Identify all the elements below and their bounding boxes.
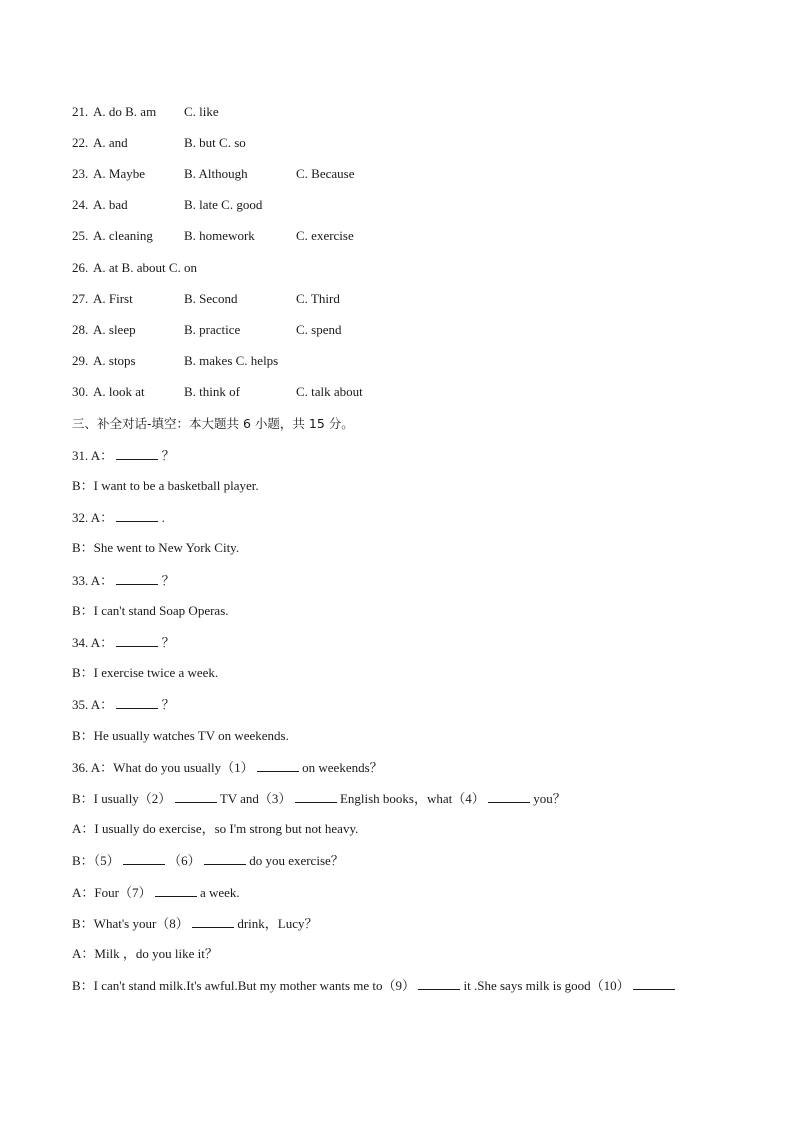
- mc-option-b: B. homework: [184, 228, 255, 243]
- question-36-line-7: A：Milk ，do you like it？: [72, 946, 218, 961]
- mc-option-b: B. makes C. helps: [184, 353, 279, 368]
- dialog-text: do you exercise？: [249, 853, 344, 868]
- question-36-line-4: [72, 852, 344, 868]
- mc-option-b: B. late C. good: [184, 197, 263, 212]
- mc-option-a: 29.: [72, 353, 89, 368]
- question-35-b: B：He usually watches TV on weekends.: [72, 728, 289, 743]
- mc-question-row: [72, 228, 672, 244]
- answer-blank-5[interactable]: [123, 852, 165, 865]
- question-33-a: [72, 572, 175, 588]
- mc-option-a: 27.: [72, 291, 89, 306]
- mc-option-a: 26.: [72, 260, 89, 275]
- question-34-prompt: 34. A：: [72, 635, 114, 650]
- mc-option-a: 30.: [72, 384, 89, 399]
- mc-question-row: [72, 166, 672, 182]
- question-34-a: [72, 634, 175, 650]
- mc-question-row: [72, 384, 672, 400]
- answer-blank-2[interactable]: [175, 790, 217, 803]
- answer-blank-4[interactable]: [488, 790, 530, 803]
- question-32-prompt: 32. A：: [72, 510, 114, 525]
- question-31-a: [72, 447, 175, 463]
- mc-option-a-text: A. bad: [93, 197, 128, 212]
- question-36-line-2: [72, 790, 566, 806]
- dialog-text: English books，what（4）: [339, 791, 485, 806]
- answer-blank-1[interactable]: [257, 759, 299, 772]
- question-32-punct: .: [161, 510, 165, 525]
- answer-blank-9[interactable]: [418, 977, 460, 990]
- mc-option-a-text: A. look at: [93, 384, 145, 399]
- question-36-line-5: [72, 884, 240, 900]
- mc-option-c: C. talk about: [296, 384, 363, 399]
- answer-blank-6[interactable]: [204, 852, 246, 865]
- answer-blank-10[interactable]: [633, 977, 675, 990]
- mc-option-a-text: A. stops: [93, 353, 136, 368]
- question-35-prompt: 35. A：: [72, 697, 114, 712]
- question-33-prompt: 33. A：: [72, 573, 114, 588]
- mc-option-a-text: A. at B. about C. on: [93, 260, 197, 275]
- section-heading: 三、补全对话-填空：本大题共 6 小题，共 15 分。: [72, 416, 354, 431]
- mc-option-b: B. practice: [184, 322, 241, 337]
- mc-question-row: [72, 260, 672, 276]
- answer-blank[interactable]: [116, 447, 158, 460]
- question-32-b: B：She went to New York City.: [72, 540, 240, 555]
- answer-blank[interactable]: [116, 634, 158, 647]
- mc-option-c: C. Third: [296, 291, 340, 306]
- question-35-punct: ？: [161, 697, 175, 712]
- question-34-punct: ？: [161, 635, 175, 650]
- dialog-text: you？: [533, 791, 566, 806]
- question-36-line-3: A：I usually do exercise，so I'm strong but not heavy.: [72, 821, 359, 836]
- mc-option-a: 23.: [72, 166, 89, 181]
- mc-option-b: C. like: [184, 104, 219, 119]
- answer-blank-7[interactable]: [155, 884, 197, 897]
- dialog-text: it .She says milk is good（10）: [463, 978, 630, 993]
- mc-option-a-text: A. sleep: [93, 322, 136, 337]
- mc-option-b: B. but C. so: [184, 135, 246, 150]
- mc-question-row: [72, 291, 672, 307]
- dialog-text: 36. A：What do you usually（1）: [72, 760, 254, 775]
- mc-option-c: C. Because: [296, 166, 355, 181]
- dialog-text: B：I usually（2）: [72, 791, 172, 806]
- answer-blank[interactable]: [116, 572, 158, 585]
- mc-option-c: C. spend: [296, 322, 342, 337]
- mc-option-a: 24.: [72, 197, 89, 212]
- question-36-line-8: [72, 977, 675, 993]
- dialog-text: a week.: [199, 885, 240, 900]
- mc-option-a-text: A. do B. am: [93, 104, 157, 119]
- mc-option-a: 28.: [72, 322, 89, 337]
- mc-question-row: [72, 197, 672, 213]
- mc-question-row: [72, 135, 672, 151]
- answer-blank[interactable]: [116, 509, 158, 522]
- question-36-line-1: [72, 759, 383, 775]
- dialog-text: B：I can't stand milk.It's awful.But my mother wants me to（9）: [72, 978, 416, 993]
- dialog-text: A：Four（7）: [72, 885, 152, 900]
- mc-option-b: B. Although: [184, 166, 248, 181]
- dialog-text: TV and（3）: [219, 791, 292, 806]
- mc-option-a: 25.: [72, 228, 89, 243]
- question-34-b: B：I exercise twice a week.: [72, 665, 219, 680]
- mc-option-a-text: A. First: [93, 291, 133, 306]
- mc-option-a: 21.: [72, 104, 89, 119]
- dialog-text: （6）: [168, 853, 201, 868]
- mc-option-a-text: A. cleaning: [93, 228, 153, 243]
- question-33-punct: ？: [161, 573, 175, 588]
- question-35-a: [72, 696, 175, 712]
- answer-blank[interactable]: [116, 696, 158, 709]
- mc-option-a: 22.: [72, 135, 89, 150]
- dialog-text: on weekends？: [302, 760, 383, 775]
- mc-question-row: [72, 322, 672, 338]
- mc-option-c: C. exercise: [296, 228, 354, 243]
- question-32-a: [72, 509, 165, 525]
- answer-blank-8[interactable]: [192, 915, 234, 928]
- question-36-line-6: [72, 915, 317, 931]
- dialog-text: drink，Lucy？: [237, 916, 318, 931]
- dialog-text: B：（5）: [72, 853, 120, 868]
- mc-option-b: B. Second: [184, 291, 238, 306]
- mc-question-row: [72, 353, 672, 369]
- question-31-prompt: 31. A：: [72, 448, 114, 463]
- mc-option-a-text: A. Maybe: [93, 166, 145, 181]
- mc-option-a-text: A. and: [93, 135, 128, 150]
- question-33-b: B：I can't stand Soap Operas.: [72, 603, 229, 618]
- mc-question-row: [72, 104, 672, 120]
- answer-blank-3[interactable]: [295, 790, 337, 803]
- mc-option-b: B. think of: [184, 384, 240, 399]
- question-31-punct: ？: [161, 448, 175, 463]
- dialog-text: B：What's your（8）: [72, 916, 189, 931]
- question-31-b: B：I want to be a basketball player.: [72, 478, 259, 493]
